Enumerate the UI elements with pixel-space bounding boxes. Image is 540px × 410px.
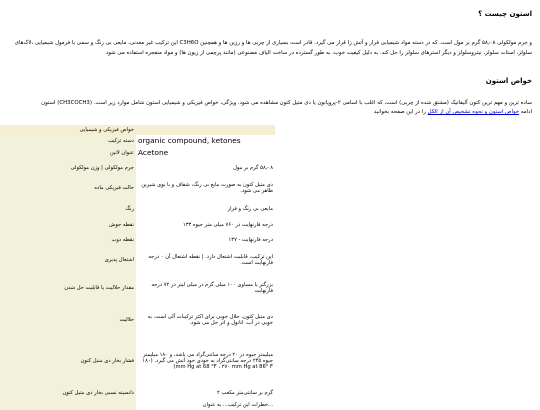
intro-paragraph: و جرم مولکولی ۵۸٫۰۸ گرم بر مول است. که در دسته مواد شیمیایی فرار و آتش زا قرار می گیرد. قادر است بسیاری از چربی ها و رزین ها و همچنین C3H6O این ترکیب غیر معدنی، مایعی بی رنگ و سمی با فرمول شیمیایی ،لاک‌های سلولز، استات سلولز، نیتروسلولز و دیگر استرهای سلولز را حل کند. به دلیل کیفیت خوب، به طور گسترده در ساخت الیاف مصنوعی (مانند پرچمی از زیون ها) و مواد منفجره استفاده می شود	[14, 40, 532, 56]
row-value: درجه فارنهایت - ۱۳۷	[228, 236, 273, 243]
row-label: دسته ترکیب	[0, 135, 136, 146]
row-value: درجه فارنهایت در ۷۶۰ میلی متر جیوه ۱۳۳	[182, 221, 273, 228]
row-value: مایعی بی رنگ و فرار	[227, 205, 273, 212]
table-row	[0, 303, 275, 336]
row-value: این ترکیب، قابلیت اشتعال دارد. | نقطه اشتعال آن ۰ درجه فارنهایت است.	[148, 254, 273, 266]
table-row	[0, 386, 275, 400]
table-row	[0, 135, 275, 146]
row-label: دانسیته نسبی بخار دی متیل کتون	[0, 386, 136, 400]
row-label	[0, 400, 136, 410]
table-row	[0, 336, 275, 386]
row-value: بزرگتر یا مساوی ۱۰۰ میلی گرم در میلی لیتر در ۷۲ درجه فارنهایت	[151, 282, 273, 294]
section-text-prefix: ادامه	[520, 109, 532, 115]
row-label: نقطه ذوب	[0, 232, 136, 247]
table-header-value	[136, 125, 275, 135]
table-row	[0, 146, 275, 159]
table-row	[0, 217, 275, 232]
row-label: رنگ	[0, 200, 136, 217]
row-label: مقدار حلالیت یا قابلیت حل شدن	[0, 273, 136, 303]
section-paragraph	[6, 99, 532, 117]
table-row	[0, 159, 275, 176]
row-value: Acetone	[138, 148, 169, 157]
table-row	[0, 273, 275, 303]
table-row	[0, 400, 275, 410]
row-value: دی متیل کتون، حلال خوبی برای اکثر ترکیبات آلی است. به خوبی در آب، اتانول و اتر حل می شود.	[147, 313, 273, 326]
table-row	[0, 176, 275, 200]
table-header-label: خواص فیزیکی و شیمیایی	[0, 125, 136, 135]
properties-table	[0, 125, 275, 410]
page-title: استون چیست ؟	[478, 10, 532, 18]
table-row	[0, 247, 275, 273]
section-text: ساده ترین و مهم ترین کتون آلیفاتیک (مشتق شده از چربی) است، که اغلب با اسامی ۲-پروپانون یا دی متیل کتون مشاهده می شود. ویژگی، خواص فیزیکی و شیمیایی استون شامل موارد زیر است. (CH3COCH3) استون	[41, 100, 532, 106]
table-row	[0, 232, 275, 247]
row-label: فشار بخار دی متیل کتون	[0, 336, 136, 386]
row-label: حلالیت	[0, 303, 136, 336]
row-label: اشتعال پذیری	[0, 247, 136, 273]
table-row	[0, 200, 275, 217]
properties-link[interactable]: خواص استون و نحوه تشخیص آن از الکل	[427, 109, 520, 115]
row-value: ...خطرات این ترکیب... به عنوان	[202, 402, 273, 408]
table-header-row	[0, 125, 275, 135]
section-text-suffix: را در این صفحه بخوانید	[373, 109, 426, 115]
row-label: جرم مولکولی | وزن مولکولی	[0, 159, 136, 176]
row-value: ۵۸٫۰۸ گرم بر مول	[233, 164, 273, 171]
row-label: نقطه جوش	[0, 217, 136, 232]
row-value: میلیمتر جیوه در ۲۰ درجه سانتی‌گراد می باشد، و ۱۸۰ میلیمتر جیوه ۲۴۵ درجه سانتی‌گراد به خودی خود آتش می گیرد. (۱۸۰ mm Hg at 68 °F ، ۲۷۰ mm Hg at 86° F)	[142, 352, 273, 370]
row-label: حالت فیزیکی ماده	[0, 176, 136, 200]
row-value: organic compound, ketones	[138, 136, 241, 145]
row-label: عنوان لاتین	[0, 146, 136, 159]
section-heading: خواص استون	[485, 77, 532, 85]
row-value: گرم بر سانتی‌متر مکعب ۲	[217, 390, 273, 396]
row-value: دی متیل کتون به صورت مایع بی رنگ، شفاف و با بوی شیرین ظاهر می شود.	[141, 182, 273, 194]
